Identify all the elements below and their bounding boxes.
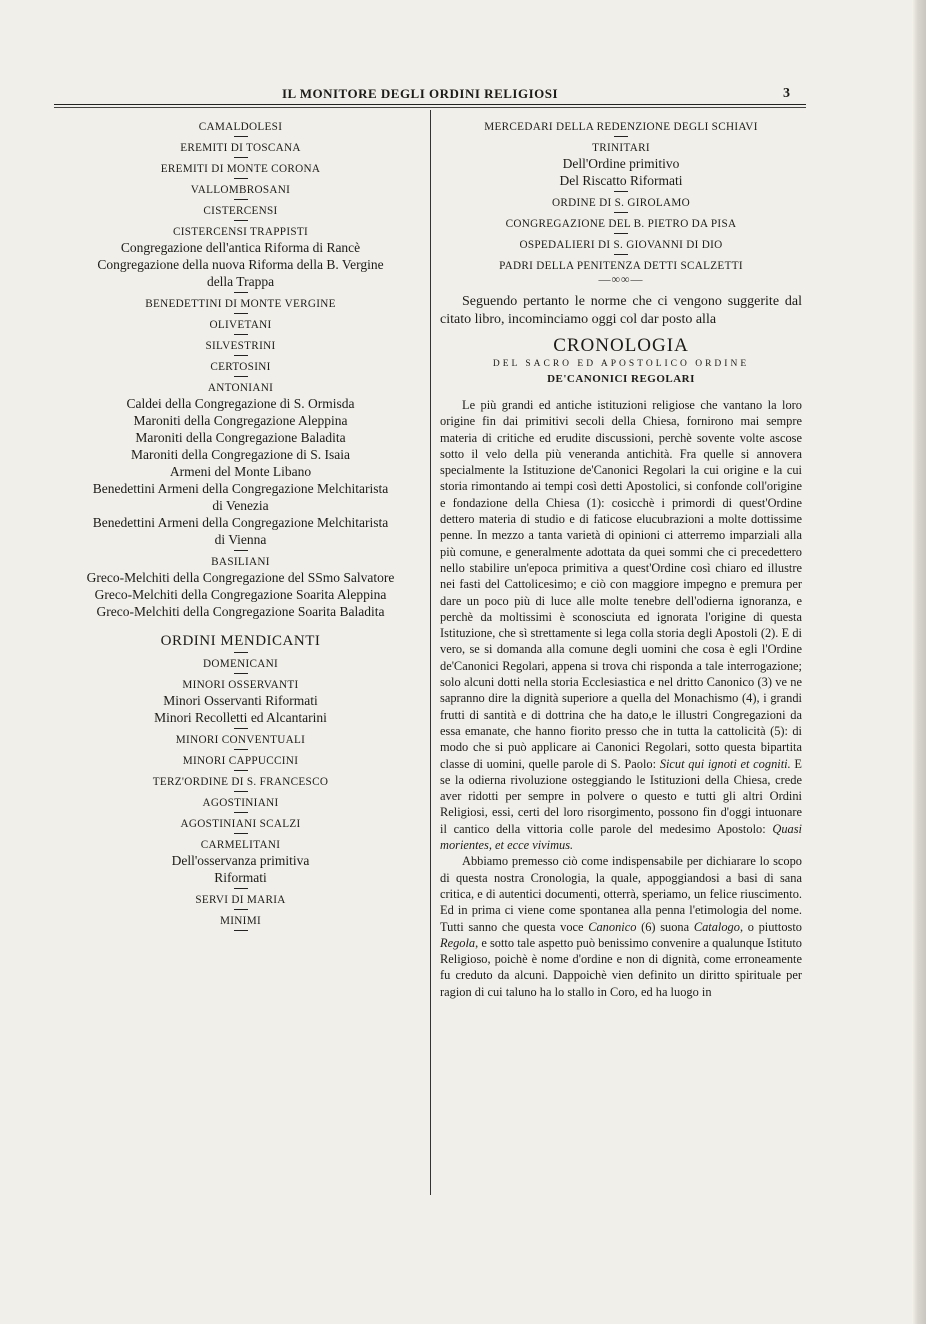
congregation-line: Maroniti della Congregazione Baladita [135,430,346,445]
column-divider [430,110,431,1195]
order-heading: CISTERCENSI [203,205,278,217]
congregation-line: Greco-Melchiti della Congregazione Soarita Aleppina [94,587,387,602]
dash-separator [614,233,628,234]
congregation-line: della Trappa [206,274,275,289]
order-heading: TRINITARI [592,142,650,154]
intro-paragraph: Seguendo pertanto le norme che ci vengono suggerite dal citato libro, incominciamo oggi col dar posto alla [440,294,802,327]
dash-separator [234,157,248,158]
ornament-divider: —∞∞— [598,272,644,286]
dash-separator [234,136,248,137]
congregation-line: Dell'Ordine primitivo [562,156,680,171]
dash-separator [234,355,248,356]
order-heading: MINORI OSSERVANTI [182,679,299,691]
header-rule [54,104,806,108]
order-heading: MINORI CAPPUCCINI [182,755,299,767]
congregation-line: Minori Osservanti Riformati [163,693,318,708]
congregation-line: Benedettini Armeni della Congregazione Melchitarista [92,481,389,496]
dash-separator [234,833,248,834]
dash-separator [234,909,248,910]
congregation-line: Riformati [214,870,267,885]
italic-term: Catalogo [693,919,740,934]
italic-term: Regola [440,935,476,950]
order-heading: TERZ'ORDINE DI S. FRANCESCO [152,776,329,788]
body-paragraph-1 [440,397,802,853]
dash-separator [234,220,248,221]
dash-separator [234,313,248,314]
dash-separator [234,199,248,200]
dash-separator [234,888,248,889]
congregation-line: Maroniti della Congregazione Aleppina [133,413,348,428]
order-heading: MINIMI [220,915,261,927]
order-heading: BASILIANI [211,556,270,568]
body-paragraph-2 [440,853,802,1000]
congregation-line: Dell'osservanza primitiva [171,853,310,868]
order-heading: DOMENICANI [202,658,279,670]
congregation-line: di Vienna [214,532,267,547]
dash-separator [234,652,248,653]
order-heading: BENEDETTINI DI MONTE VERGINE [145,298,336,310]
congregation-line: Maroniti della Congregazione di S. Isaia [131,447,350,462]
dash-separator [234,292,248,293]
congregation-line: Armeni del Monte Libano [169,464,312,479]
right-column [440,114,802,1000]
order-heading: CARMELITANI [200,839,281,851]
dash-separator [614,254,628,255]
congregation-line: di Venezia [212,498,269,513]
body-text: Le più grandi ed antiche istituzioni religiose che vantano la loro origine fin dai primitivi secoli della Chiesa, fornirono mai sempre materia di critiche ed erudite discussioni, perchè sovente volte ascose sotto il velo della più veneranda antichità. Fra quelle si annovera specialmente la Istituzione de'Canonici Regolari la cui origine e la cui storia rimontando ai tempi così detti Apostolici, si confonde coll'origine e fondazione della Chiesa (1): cosicchè i primordi di quest'Ordine dettero materia di studio e di faticose elucubrazioni a molte dottissime penne. In mezzo a tanta varietà di opinioni ci atterremo imparziali alla più comune, e generalmente adottata da quei sommi che ci precedettero nello stabilire un'epoca primitiva a quest'Ordine così chiaro ed illustre nei fasti del Cattolicesimo; e ciò con maggiore impegno e premura per dare un poco più di luce alle molte tenebre dell'odierna ignoranza, e perchè da moltissimi è sconosciuta ed ignorata l'origine di questa Istituzione, che sì strettamente si lega colla storia degli Apostoli (2). E di vero, se si domanda alla comune degli uomini che cosa è egli l'Ordine de'Canonici Regolari, appena si trova chi risponda a tale interrogazione; solo alcuni dotti nella storia Ecclesiastica e nel dritto Canonico (3) ve ne sapranno dire la dignità superiore a quella del Monachismo (4), i grandi frutti di santità e di dottrina che ha dato,e le illustri Congregazioni da essa emanate, che hanno fiorito presso che in tutta la cattolicità (5): di modo che si può applicare ai Canonici Regolari, sotto questa bipartita classe di uomini, quelle parole di S. Paolo: [440,398,802,771]
running-head [50,86,790,106]
dash-separator [614,191,628,192]
dash-separator [234,334,248,335]
order-heading: OLIVETANI [209,319,272,331]
order-heading: CAMALDOLESI [198,121,283,133]
page-edge [912,0,926,1324]
congregation-line: Caldei della Congregazione di S. Ormisda [126,396,355,411]
body-text: E se la odierna rivoluzione osteggiando le Istituzioni della Chiesa, crede aver ridotti per sempre in polvere o questo e tutti gli altri Ordini Religiosi, essi, certi del loro risorgimento, possono fin d'oggi intuonare il cantico della vittoria colle parole del medesimo Apostolo: [440,756,802,836]
article-title: CRONOLOGIA [553,335,689,356]
section-heading: ORDINI MENDICANTI [160,633,321,649]
order-heading: CERTOSINI [210,361,271,373]
order-heading: AGOSTINIANI [202,797,279,809]
order-heading: CISTERCENSI TRAPPISTI [172,226,309,238]
order-heading: EREMITI DI TOSCANA [180,142,301,154]
order-heading: MERCEDARI DELLA REDENZIONE DEGLI SCHIAVI [484,121,758,133]
congregation-line: Del Riscatto Riformati [559,173,683,188]
dash-separator [614,212,628,213]
page-number: 3 [783,86,790,101]
left-column [58,114,423,935]
congregation-line: Greco-Melchiti della Congregazione del SSmo Salvatore [86,570,395,585]
order-heading: AGOSTINIANI SCALZI [180,818,301,830]
order-heading: CONGREGAZIONE DEL B. PIETRO DA PISA [505,218,737,230]
dash-separator [234,550,248,551]
latin-quote: Quasi morientes, et ecce vivimus. [440,821,802,853]
running-title: IL MONITORE DEGLI ORDINI RELIGIOSI [281,86,559,101]
order-heading: ANTONIANI [207,382,274,394]
dash-separator [234,673,248,674]
order-heading: ORDINE DI S. GIROLAMO [551,197,691,209]
dash-separator [234,791,248,792]
order-heading: PADRI DELLA PENITENZA DETTI SCALZETTI [499,260,743,272]
dash-separator [614,136,628,137]
dash-separator [234,728,248,729]
order-heading: OSPEDALIERI DI S. GIOVANNI DI DIO [519,239,723,251]
congregation-line: Minori Recolletti ed Alcantarini [154,710,327,725]
dash-separator [234,178,248,179]
dash-separator [234,770,248,771]
congregation-line: Greco-Melchiti della Congregazione Soarita Baladita [96,604,385,619]
congregation-line: Benedettini Armeni della Congregazione Melchitarista [92,515,389,530]
dash-separator [234,376,248,377]
body-text: , o piuttosto [739,919,802,934]
body-text: , e sotto tale aspetto può benissimo convenire a qualunque Istituto Religioso, poichè è nome d'ordine e non di dignità, come erroneamente fu creduto da alcuni. Dappoichè vien definito un diritto spirituale per ragion di cui taluno ha lo stallo in Coro, ed ha luogo in [440,935,802,999]
congregation-line: Congregazione della nuova Riforma della B. Vergine [97,257,384,272]
dash-separator [234,812,248,813]
article-subtitle: DEL SACRO ED APOSTOLICO ORDINE [492,359,750,369]
body-text: Abbiamo premesso ciò come indispensabile per dichiarare lo scopo di questa nostra Cronologia, la quale, appoggiandosi a basi di sana critica, e di autentici documenti, otterrà, speriamo, un felice riuscimento. Ed in prima ci viene come spontanea alla penna l'etimologia del nome. Tutti sanno che questa voce [440,854,802,934]
congregation-line: Congregazione dell'antica Riforma di Rancè [120,240,361,255]
latin-quote: Sicut qui ignoti et cogniti. [659,756,791,771]
order-heading: MINORI CONVENTUALI [175,734,306,746]
dash-separator [234,930,248,931]
dash-separator [234,749,248,750]
order-heading: VALLOMBROSANI [190,184,291,196]
article-subtitle-2: DE'CANONICI REGOLARI [547,373,695,385]
order-heading: SILVESTRINI [205,340,276,352]
italic-term: Canonico [588,919,637,934]
order-heading: EREMITI DI MONTE CORONA [160,163,321,175]
body-text: (6) suona [636,919,694,934]
order-heading: SERVI DI MARIA [195,894,286,906]
